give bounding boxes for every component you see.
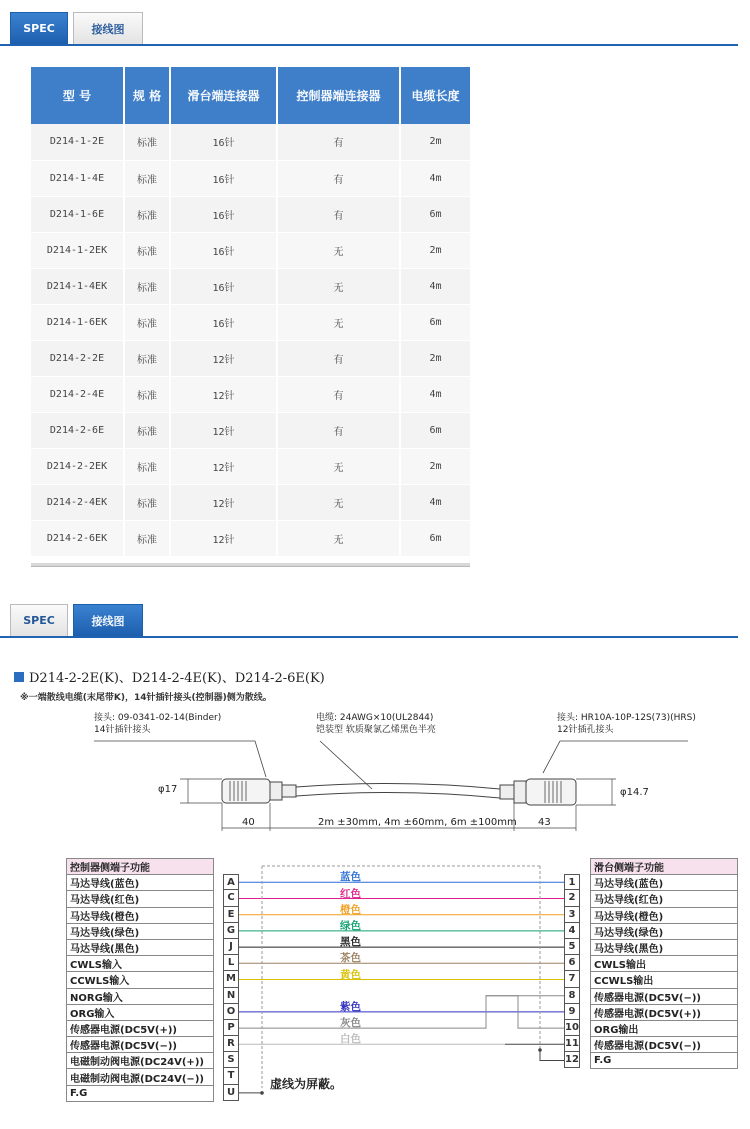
table-cell: 无 — [277, 484, 400, 520]
table-cell: 12针 — [170, 412, 277, 448]
table-cell: D214-2-2E — [31, 340, 124, 376]
wire-color-label: 紫色 — [340, 1000, 361, 1013]
table-cell: 16针 — [170, 160, 277, 196]
pin-function: 马达导线(蓝色) — [67, 875, 214, 891]
table-cell: 标准 — [124, 268, 170, 304]
table-cell: D214-1-2EK — [31, 232, 124, 268]
table-row — [31, 448, 470, 484]
pin-function: 传感器电源(DC5V(+)) — [591, 1004, 738, 1020]
pin-function: F.G — [67, 1085, 214, 1101]
table-cell: 标准 — [124, 340, 170, 376]
pin-label: O — [223, 1004, 239, 1020]
wiring-title — [14, 667, 325, 686]
table-cell: 16针 — [170, 304, 277, 340]
table-cell: 4m — [400, 484, 470, 520]
table-cell: D214-1-4E — [31, 160, 124, 196]
pin-function: F.G — [591, 1053, 738, 1069]
pin-table-header: 滑台侧端子功能 — [591, 859, 738, 875]
table-cell: 标准 — [124, 448, 170, 484]
col-header: 型 号 — [31, 67, 124, 124]
tab-wiring[interactable]: 接线图 — [73, 12, 143, 44]
right-connector-part: 接头: HR10A-10P-12S(73)(HRS) — [557, 713, 696, 723]
pin-label: 8 — [564, 988, 580, 1004]
table-cell: D214-1-4EK — [31, 268, 124, 304]
pin-label: 10 — [564, 1020, 580, 1036]
table-cell: 标准 — [124, 232, 170, 268]
pin-function: NORG输入 — [67, 988, 214, 1004]
wire-color-label: 黄色 — [340, 968, 361, 981]
wire-color-label: 茶色 — [340, 952, 361, 965]
pin-label: A — [223, 874, 239, 890]
table-cell: D214-1-6EK — [31, 304, 124, 340]
table-cell: 标准 — [124, 520, 170, 556]
pin-function: 电磁制动阀电源(DC24V(−)) — [67, 1069, 214, 1085]
table-cell: 6m — [400, 196, 470, 232]
table-cell: 6m — [400, 304, 470, 340]
table-row — [31, 268, 470, 304]
tabbar-mid — [0, 604, 738, 638]
cable-label — [316, 712, 436, 736]
left-connector-label — [94, 712, 221, 736]
wire-color-label: 灰色 — [340, 1017, 361, 1030]
pin-label: 12 — [564, 1052, 580, 1068]
pin-function: 马达导线(橙色) — [591, 907, 738, 923]
table-row — [31, 196, 470, 232]
pin-function: 马达导线(绿色) — [67, 923, 214, 939]
pin-label: C — [223, 890, 239, 906]
table-row — [31, 376, 470, 412]
table-cell: 无 — [277, 232, 400, 268]
table-cell: D214-2-6EK — [31, 520, 124, 556]
dim-right-length: 43 — [538, 817, 551, 828]
pin-function: CCWLS输入 — [67, 972, 214, 988]
cable-spec: 电缆: 24AWG×10(UL2844) — [316, 713, 434, 723]
table-cell: 16针 — [170, 196, 277, 232]
controller-pin-column — [223, 874, 239, 1101]
table-cell: 标准 — [124, 304, 170, 340]
table-cell: 无 — [277, 304, 400, 340]
table-cell: 有 — [277, 340, 400, 376]
wire-line — [540, 1050, 564, 1061]
table-footer-bar — [31, 563, 470, 567]
table-row — [31, 160, 470, 196]
pin-label: M — [223, 971, 239, 987]
pin-label: J — [223, 939, 239, 955]
pin-function: 传感器电源(DC5V(−)) — [67, 1037, 214, 1053]
dim-cable-length: 2m ±30mm, 4m ±60mm, 6m ±100mm — [318, 817, 517, 828]
pin-label: G — [223, 923, 239, 939]
table-row — [31, 412, 470, 448]
left-connector-part: 接头: 09-0341-02-14(Binder) — [94, 713, 222, 723]
junction-dot — [538, 1048, 542, 1052]
pin-label: N — [223, 988, 239, 1004]
pin-label: 3 — [564, 907, 580, 923]
col-header: 电缆长度 — [400, 67, 470, 124]
table-cell: 16针 — [170, 268, 277, 304]
table-cell: 有 — [277, 376, 400, 412]
pin-label: S — [223, 1052, 239, 1068]
wire-color-label: 橙色 — [340, 903, 361, 916]
table-cell: 2m — [400, 448, 470, 484]
table-cell: 有 — [277, 196, 400, 232]
table-cell: 标准 — [124, 412, 170, 448]
shield-note: 虚线为屏蔽。 — [270, 1077, 343, 1091]
col-header: 规 格 — [124, 67, 170, 124]
tab-spec[interactable]: SPEC — [10, 12, 68, 44]
pin-function: CCWLS输出 — [591, 972, 738, 988]
table-cell: 标准 — [124, 376, 170, 412]
slide-pin-column — [564, 874, 580, 1068]
slide-pin-table — [590, 858, 738, 1069]
pin-label: P — [223, 1020, 239, 1036]
right-connector-label — [557, 712, 696, 736]
pin-label: L — [223, 955, 239, 971]
pin-table-header: 控制器侧端子功能 — [67, 859, 214, 875]
table-cell: 无 — [277, 268, 400, 304]
dim-left-diameter: φ17 — [158, 784, 178, 795]
table-cell: 有 — [277, 412, 400, 448]
pin-label: R — [223, 1036, 239, 1052]
pin-function: 马达导线(橙色) — [67, 907, 214, 923]
table-cell: 有 — [277, 124, 400, 160]
tab-spec[interactable]: SPEC — [10, 604, 68, 636]
pin-label: E — [223, 907, 239, 923]
table-cell: 无 — [277, 520, 400, 556]
table-cell: D214-2-4EK — [31, 484, 124, 520]
pin-function: 马达导线(红色) — [591, 891, 738, 907]
table-cell: D214-2-4E — [31, 376, 124, 412]
pin-label: 6 — [564, 955, 580, 971]
table-cell: 12针 — [170, 340, 277, 376]
table-row — [31, 484, 470, 520]
table-cell: 16针 — [170, 232, 277, 268]
table-cell: 有 — [277, 160, 400, 196]
table-cell: 12针 — [170, 520, 277, 556]
table-cell: 16针 — [170, 124, 277, 160]
table-row — [31, 124, 470, 160]
table-row — [31, 340, 470, 376]
pin-function: 马达导线(红色) — [67, 891, 214, 907]
pin-label: U — [223, 1085, 239, 1101]
pin-function: CWLS输出 — [591, 956, 738, 972]
right-connector-desc: 12针插孔接头 — [557, 725, 614, 735]
pin-function: 马达导线(蓝色) — [591, 875, 738, 891]
pin-label: 7 — [564, 971, 580, 987]
table-row — [31, 304, 470, 340]
table-cell: 12针 — [170, 484, 277, 520]
table-cell: 标准 — [124, 196, 170, 232]
wire-line — [239, 996, 564, 1028]
cable-desc: 铠装型 软质聚氯乙烯黑色半亮 — [316, 725, 436, 735]
table-cell: 无 — [277, 448, 400, 484]
col-header: 控制器端连接器 — [277, 67, 400, 124]
wiring-note: ※一端散线电缆(末尾带K)，14针插针接头(控制器)侧为散线。 — [20, 693, 272, 703]
table-cell: 6m — [400, 520, 470, 556]
dim-right-diameter: φ14.7 — [620, 787, 649, 798]
wire-color-label: 黑色 — [340, 936, 361, 949]
dim-left-length: 40 — [242, 817, 255, 828]
pin-function: 马达导线(黑色) — [591, 939, 738, 955]
table-cell: 4m — [400, 268, 470, 304]
pin-function: 传感器电源(DC5V(−)) — [591, 1037, 738, 1053]
pin-function: 传感器电源(DC5V(+)) — [67, 1020, 214, 1036]
pin-function: 马达导线(绿色) — [591, 923, 738, 939]
table-cell: 2m — [400, 340, 470, 376]
left-connector-desc: 14针插针接头 — [94, 725, 151, 735]
table-cell: 标准 — [124, 484, 170, 520]
table-cell: 标准 — [124, 124, 170, 160]
table-cell: D214-2-2EK — [31, 448, 124, 484]
pin-function: 马达导线(黑色) — [67, 939, 214, 955]
table-cell: 12针 — [170, 448, 277, 484]
table-cell: 2m — [400, 232, 470, 268]
table-row — [31, 232, 470, 268]
pin-function: 电磁制动阀电源(DC24V(+)) — [67, 1053, 214, 1069]
pin-label: 11 — [564, 1036, 580, 1052]
pin-function: ORG输出 — [591, 1020, 738, 1036]
pin-label: 2 — [564, 890, 580, 906]
pin-function: 传感器电源(DC5V(−)) — [591, 988, 738, 1004]
controller-pin-table — [66, 858, 214, 1102]
table-cell: 标准 — [124, 160, 170, 196]
wire-color-label: 白色 — [340, 1033, 361, 1046]
tabbar-top — [0, 12, 738, 46]
pin-label: 4 — [564, 923, 580, 939]
table-cell: D214-2-6E — [31, 412, 124, 448]
pin-function: ORG输入 — [67, 1004, 214, 1020]
table-cell: 12针 — [170, 376, 277, 412]
wire-color-label: 绿色 — [340, 919, 361, 932]
pin-label: 1 — [564, 874, 580, 890]
junction-dot — [260, 1091, 264, 1095]
pin-label: T — [223, 1068, 239, 1084]
table-cell: 4m — [400, 376, 470, 412]
table-cell: 2m — [400, 124, 470, 160]
wire-color-label: 红色 — [340, 887, 361, 900]
square-bullet-icon — [14, 672, 24, 682]
pin-label: 5 — [564, 939, 580, 955]
table-cell: 4m — [400, 160, 470, 196]
table-cell: D214-1-2E — [31, 124, 124, 160]
wiring-title-text: D214-2-2E(K)、D214-2-4E(K)、D214-2-6E(K) — [29, 671, 325, 686]
table-cell: 6m — [400, 412, 470, 448]
tab-wiring[interactable]: 接线图 — [73, 604, 143, 636]
col-header: 滑台端连接器 — [170, 67, 277, 124]
wire-color-label: 蓝色 — [340, 871, 361, 884]
spec-table — [31, 67, 470, 557]
pin-label: 9 — [564, 1004, 580, 1020]
table-cell: D214-1-6E — [31, 196, 124, 232]
pin-function: CWLS输入 — [67, 956, 214, 972]
table-row — [31, 520, 470, 556]
